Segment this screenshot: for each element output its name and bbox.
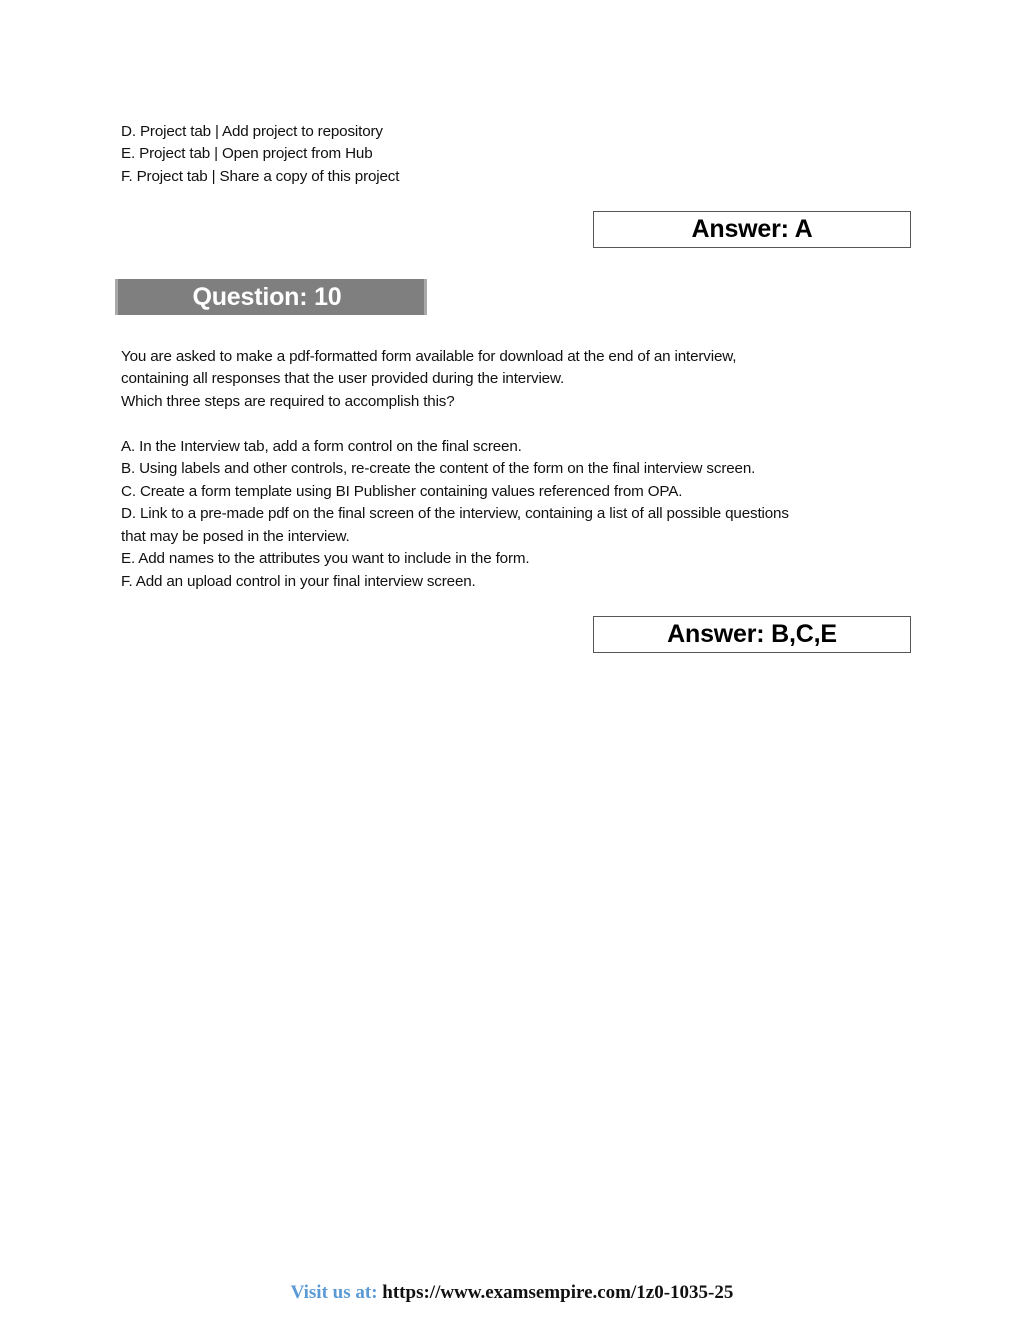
option-line: E. Add names to the attributes you want to include in the form.: [121, 550, 530, 567]
option-line: C. Create a form template using BI Publisher containing values referenced from OPA.: [121, 483, 683, 500]
answer-box: [593, 616, 911, 653]
question-header: [115, 279, 427, 315]
option-line: D. Project tab | Add project to repository: [121, 123, 383, 140]
option-line: that may be posed in the interview.: [121, 528, 350, 545]
question-title: Question: 10: [192, 282, 342, 311]
option-line: F. Add an upload control in your final interview screen.: [121, 573, 476, 590]
option-line: E. Project tab | Open project from Hub: [121, 145, 373, 162]
previous-answer-text: Answer: A: [691, 215, 813, 243]
option-line: F. Project tab | Share a copy of this project: [121, 168, 400, 185]
question-text-line: Which three steps are required to accomplish this?: [121, 393, 455, 410]
option-line: B. Using labels and other controls, re-create the content of the form on the final interview screen.: [121, 460, 756, 477]
question-text-line: You are asked to make a pdf-formatted form available for download at the end of an interview,: [121, 348, 737, 365]
footer-url-link[interactable]: https://www.examsempire.com/1z0-1035-25: [382, 1282, 734, 1303]
option-line: D. Link to a pre-made pdf on the final screen of the interview, containing a list of all possible questions: [121, 505, 789, 522]
answer-text: Answer: B,C,E: [667, 620, 837, 648]
question-text-line: containing all responses that the user provided during the interview.: [121, 370, 565, 387]
previous-answer-box: [593, 211, 911, 248]
footer-visit-label: Visit us at:: [290, 1282, 378, 1303]
footer: [0, 1282, 1024, 1304]
option-line: A. In the Interview tab, add a form control on the final screen.: [121, 438, 522, 455]
